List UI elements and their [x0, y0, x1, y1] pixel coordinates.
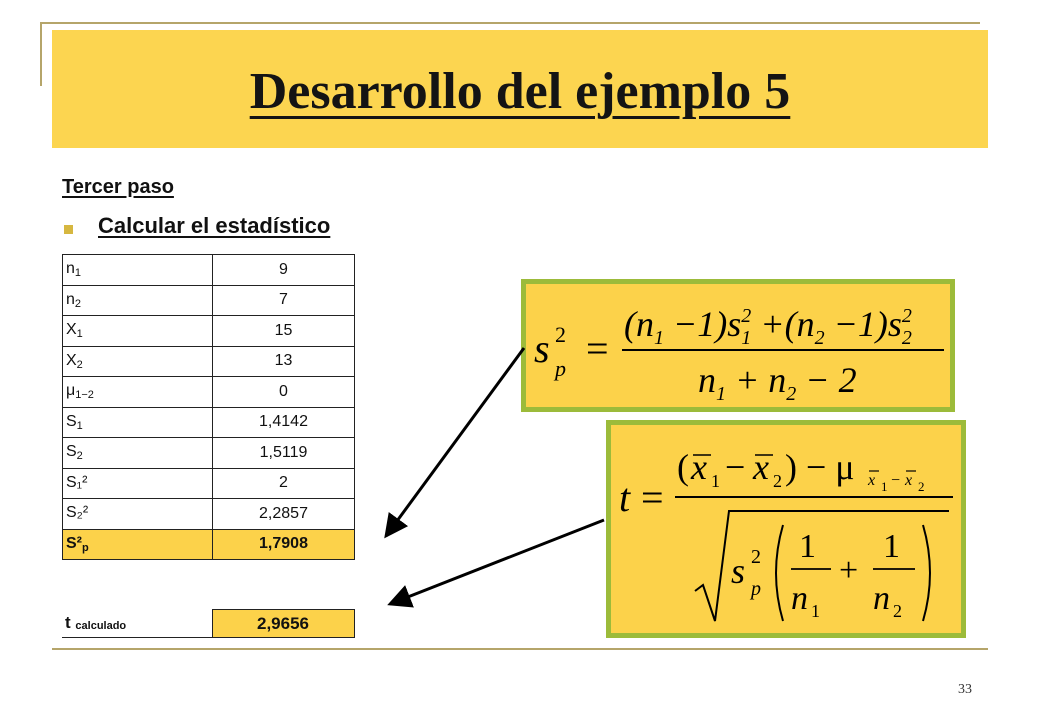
subtitle: Tercer paso — [62, 176, 174, 198]
row-value: 2,2857 — [213, 499, 355, 530]
label-text: S₁² — [66, 473, 88, 491]
svg-text:p: p — [751, 578, 761, 600]
label-sub: p — [82, 541, 89, 554]
row-value: 13 — [213, 346, 355, 377]
svg-text:p: p — [555, 356, 566, 381]
label-text: μ — [66, 382, 76, 400]
label-sub: 2 — [74, 297, 82, 310]
svg-text:2: 2 — [918, 479, 925, 494]
page-number: 33 — [958, 682, 972, 697]
row-value: 9 — [213, 255, 355, 286]
t-label-sub: calculado — [75, 620, 127, 633]
label-text: S — [66, 443, 77, 461]
svg-text:(n1 −1)s21 +(n2 −1)s22: $(n_1 -1)s^2$ $1 +(n_2 -1)s^2$ 2 — [624, 304, 912, 349]
label-text: X — [66, 351, 77, 369]
svg-text:n: n — [873, 580, 890, 617]
svg-text:s: s — [534, 326, 550, 371]
label-text: S — [66, 412, 77, 430]
label-sub: 1 — [76, 419, 83, 432]
label-text: n — [66, 290, 75, 308]
svg-text:2: 2 — [555, 322, 566, 347]
row-value: 1,5119 — [213, 438, 355, 469]
row-value: 1,7908 — [213, 529, 355, 560]
svg-text:1: 1 — [711, 471, 720, 491]
svg-text:x: x — [868, 472, 876, 489]
svg-text:1: 1 — [799, 528, 816, 565]
label-sub: 2 — [76, 450, 83, 463]
svg-text:x: x — [905, 472, 913, 489]
label-sub: 1−2 — [75, 389, 94, 402]
slide-title: Desarrollo del ejemplo 5 — [249, 63, 791, 120]
svg-text:=: = — [586, 326, 609, 371]
svg-text:1: 1 — [883, 528, 900, 565]
row-value: 2 — [213, 468, 355, 499]
svg-text:(: ( — [677, 447, 689, 487]
svg-text:2: 2 — [751, 546, 761, 568]
svg-text:1: 1 — [881, 479, 888, 494]
svg-text:2: 2 — [893, 601, 902, 621]
row-value: 15 — [213, 316, 355, 347]
label-sub: 1 — [74, 267, 82, 280]
svg-text:n: n — [791, 580, 808, 617]
label-text: S₂² — [66, 504, 89, 522]
row-value: 7 — [213, 285, 355, 316]
label-text: n — [66, 260, 75, 278]
svg-text:n1 + n2 − 2: $n_1 + n_2 - 2$ — [698, 360, 857, 405]
svg-text:2: 2 — [773, 471, 782, 491]
arrow-to-t — [390, 520, 604, 604]
label-sub: 1 — [76, 328, 83, 341]
svg-text:x: x — [691, 447, 707, 487]
t-label-text: t — [65, 613, 71, 633]
svg-text:x: x — [753, 447, 769, 487]
label-text: X — [66, 321, 77, 339]
arrow-to-sp — [386, 348, 524, 536]
svg-text:s: s — [731, 551, 746, 591]
svg-text:1: 1 — [811, 601, 820, 621]
svg-text:−: − — [725, 447, 746, 487]
row-value: 0 — [213, 377, 355, 408]
svg-text:) − μ: ) − μ — [785, 447, 855, 487]
svg-text:−: − — [891, 472, 901, 489]
row-value: 1,4142 — [213, 407, 355, 438]
label-text: S² — [66, 534, 82, 552]
svg-text:=: = — [641, 475, 664, 520]
label-sub: 2 — [76, 358, 83, 371]
bullet-text: Calcular el estadístico — [98, 213, 331, 238]
svg-text:t: t — [619, 475, 631, 520]
t-value: 2,9656 — [212, 610, 354, 638]
svg-text:+: + — [839, 552, 859, 589]
